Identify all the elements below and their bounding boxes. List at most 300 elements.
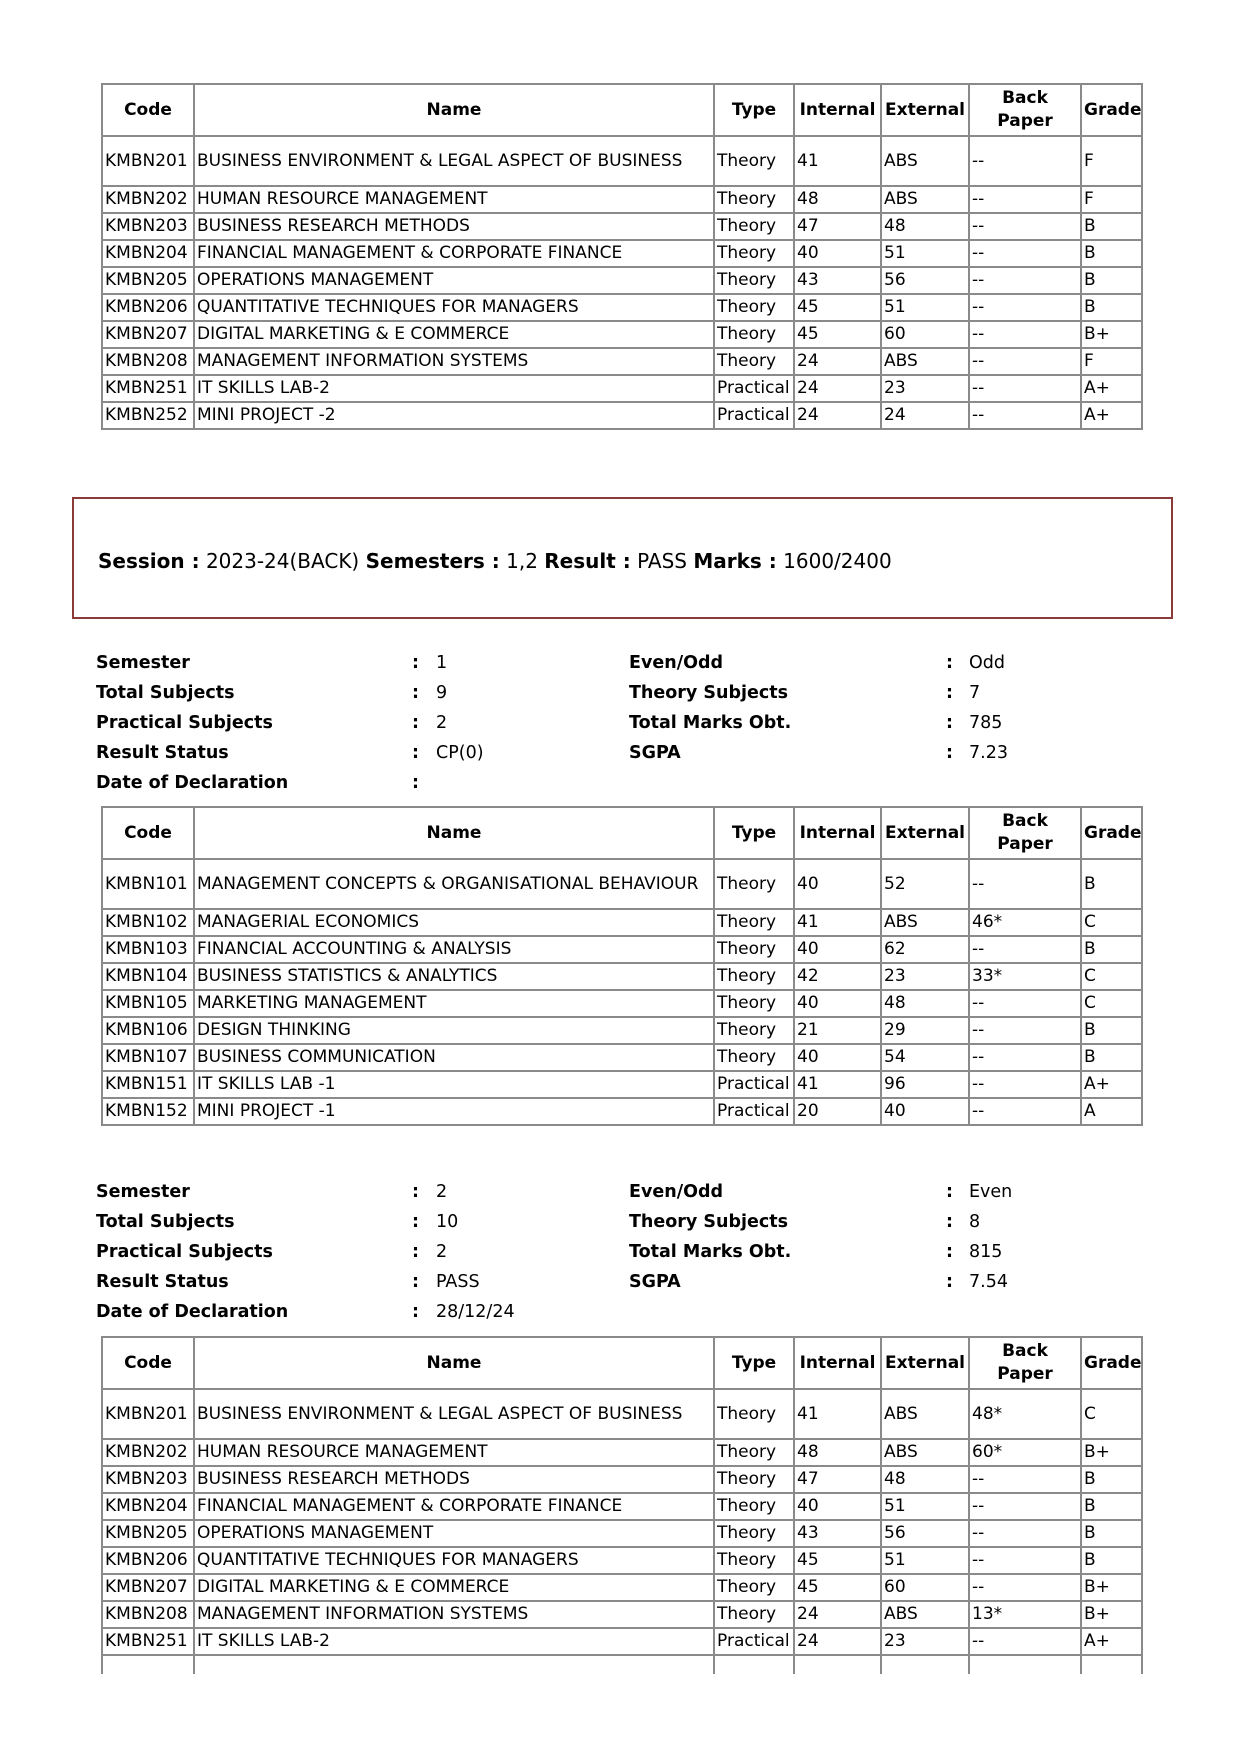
internal-marks: 40 [795, 860, 882, 910]
back-paper-marks: -- [970, 860, 1082, 910]
table-row [103, 1390, 1143, 1440]
marks-label: Marks : [693, 549, 777, 573]
header-back-paper: Back Paper [970, 808, 1082, 860]
header-external: External [882, 1338, 970, 1390]
total-subjects-label: Total Subjects [96, 1212, 235, 1232]
info-row [96, 768, 1156, 798]
header-code: Code [103, 808, 195, 860]
internal-marks: 40 [795, 937, 882, 964]
result-status-label: Result Status [96, 743, 229, 763]
subject-name: DIGITAL MARKETING & E COMMERCE [195, 1575, 715, 1602]
total-marks-label: Total Marks Obt. [629, 1242, 792, 1262]
practical-subjects-label: Practical Subjects [96, 713, 273, 733]
subject-code: KMBN251 [103, 376, 195, 403]
semester1-info [96, 648, 1156, 798]
header-type: Type [715, 1338, 795, 1390]
subject-name: OPERATIONS MANAGEMENT [195, 268, 715, 295]
internal-marks: 41 [795, 137, 882, 187]
even-odd-label: Even/Odd [629, 1182, 724, 1202]
external-marks: 24 [882, 403, 970, 430]
subject-name: HUMAN RESOURCE MANAGEMENT [195, 187, 715, 214]
internal-marks: 21 [795, 1018, 882, 1045]
colon: : [412, 653, 419, 673]
back-paper-marks: -- [970, 1045, 1082, 1072]
subject-name: BUSINESS ENVIRONMENT & LEGAL ASPECT OF BUSINESS [195, 137, 715, 187]
grade: B [1082, 268, 1143, 295]
subject-type: Theory [715, 322, 795, 349]
subject-code: KMBN207 [103, 322, 195, 349]
back-paper-marks: -- [970, 376, 1082, 403]
practical-subjects-value: 2 [436, 1242, 448, 1262]
subject-type: Practical [715, 1629, 795, 1656]
subject-code: KMBN103 [103, 937, 195, 964]
table-row [103, 295, 1143, 322]
subject-type: Practical [715, 376, 795, 403]
subject-name: BUSINESS STATISTICS & ANALYTICS [195, 964, 715, 991]
internal-marks: 47 [795, 214, 882, 241]
info-row [96, 1297, 1156, 1327]
colon: : [946, 1272, 953, 1292]
external-marks: 56 [882, 268, 970, 295]
external-marks: 48 [882, 1467, 970, 1494]
external-marks: ABS [882, 137, 970, 187]
internal-marks: 20 [795, 1099, 882, 1126]
table-row [103, 991, 1143, 1018]
header-external: External [882, 808, 970, 860]
colon: : [412, 713, 419, 733]
subject-name: MANAGEMENT INFORMATION SYSTEMS [195, 349, 715, 376]
header-code: Code [103, 1338, 195, 1390]
info-row [96, 708, 1156, 738]
header-internal: Internal [795, 85, 882, 137]
subject-type: Practical [715, 1072, 795, 1099]
subject-name: QUANTITATIVE TECHNIQUES FOR MANAGERS [195, 1548, 715, 1575]
back-paper-marks: 48* [970, 1390, 1082, 1440]
subject-name: BUSINESS COMMUNICATION [195, 1045, 715, 1072]
external-marks: 62 [882, 937, 970, 964]
subject-name: MARKETING MANAGEMENT [195, 991, 715, 1018]
total-subjects-value: 9 [436, 683, 448, 703]
back-paper-marks: -- [970, 1575, 1082, 1602]
info-row [96, 678, 1156, 708]
internal-marks: 24 [795, 376, 882, 403]
subject-code: KMBN152 [103, 1099, 195, 1126]
internal-marks: 42 [795, 964, 882, 991]
grade: C [1082, 1390, 1143, 1440]
colon: : [946, 653, 953, 673]
info-row [96, 1267, 1156, 1297]
subject-code: KMBN204 [103, 1494, 195, 1521]
semester-value: 1 [436, 653, 448, 673]
semesters-value: 1,2 [506, 549, 538, 573]
marks-table-semester2-regular [101, 83, 1143, 430]
internal-marks: 41 [795, 910, 882, 937]
external-marks: ABS [882, 1602, 970, 1629]
subject-code: KMBN204 [103, 241, 195, 268]
subject-name: OPERATIONS MANAGEMENT [195, 1521, 715, 1548]
back-paper-marks: -- [970, 295, 1082, 322]
external-marks: 54 [882, 1045, 970, 1072]
subject-type: Theory [715, 214, 795, 241]
grade: B+ [1082, 322, 1143, 349]
internal-marks: 45 [795, 1548, 882, 1575]
back-paper-marks: -- [970, 187, 1082, 214]
subject-type: Theory [715, 937, 795, 964]
subject-code: KMBN203 [103, 214, 195, 241]
subject-type: Theory [715, 349, 795, 376]
subject-name: DESIGN THINKING [195, 1018, 715, 1045]
grade: F [1082, 349, 1143, 376]
subject-type: Theory [715, 268, 795, 295]
header-grade: Grade [1082, 808, 1143, 860]
subject-type: Theory [715, 1440, 795, 1467]
subject-name: FINANCIAL MANAGEMENT & CORPORATE FINANCE [195, 1494, 715, 1521]
theory-subjects-label: Theory Subjects [629, 683, 789, 703]
colon: : [412, 1212, 419, 1232]
theory-subjects-label: Theory Subjects [629, 1212, 789, 1232]
date-of-declaration-label: Date of Declaration [96, 1302, 289, 1322]
grade: A [1082, 1099, 1143, 1126]
back-paper-marks: -- [970, 322, 1082, 349]
header-grade: Grade [1082, 1338, 1143, 1390]
grade: C [1082, 964, 1143, 991]
internal-marks: 24 [795, 403, 882, 430]
subject-name: FINANCIAL MANAGEMENT & CORPORATE FINANCE [195, 241, 715, 268]
internal-marks: 24 [795, 1602, 882, 1629]
external-marks: 51 [882, 1494, 970, 1521]
info-row [96, 648, 1156, 678]
empty-cell [882, 1656, 970, 1674]
subject-type: Practical [715, 403, 795, 430]
grade: B [1082, 1521, 1143, 1548]
colon: : [946, 683, 953, 703]
subject-code: KMBN205 [103, 268, 195, 295]
subject-code: KMBN104 [103, 964, 195, 991]
subject-type: Theory [715, 1018, 795, 1045]
table-row [103, 268, 1143, 295]
total-subjects-value: 10 [436, 1212, 459, 1232]
back-paper-marks: -- [970, 991, 1082, 1018]
external-marks: ABS [882, 187, 970, 214]
subject-name: BUSINESS RESEARCH METHODS [195, 1467, 715, 1494]
subject-type: Theory [715, 1575, 795, 1602]
grade: B [1082, 1494, 1143, 1521]
practical-subjects-value: 2 [436, 713, 448, 733]
marks-value: 1600/2400 [783, 549, 892, 573]
grade: A+ [1082, 1629, 1143, 1656]
table-row [103, 1072, 1143, 1099]
header-back-paper: Back Paper [970, 1338, 1082, 1390]
colon: : [946, 1212, 953, 1232]
semester-label: Semester [96, 653, 190, 673]
grade: F [1082, 137, 1143, 187]
table-row [103, 376, 1143, 403]
grade: F [1082, 187, 1143, 214]
back-paper-marks: -- [970, 403, 1082, 430]
grade: B [1082, 295, 1143, 322]
back-paper-marks: -- [970, 1018, 1082, 1045]
subject-type: Theory [715, 964, 795, 991]
table-header-row [103, 808, 1143, 860]
session-label: Session : [98, 549, 200, 573]
back-paper-marks: -- [970, 1099, 1082, 1126]
header-name: Name [195, 808, 715, 860]
external-marks: 52 [882, 860, 970, 910]
subject-type: Theory [715, 1494, 795, 1521]
colon: : [412, 1302, 419, 1322]
table-row [103, 137, 1143, 187]
subject-type: Theory [715, 1602, 795, 1629]
table-row [103, 1467, 1143, 1494]
empty-cell [970, 1656, 1082, 1674]
info-row [96, 738, 1156, 768]
result-status-value: PASS [436, 1272, 480, 1292]
colon: : [412, 1242, 419, 1262]
back-paper-marks: -- [970, 137, 1082, 187]
total-marks-value: 815 [969, 1242, 1003, 1262]
internal-marks: 48 [795, 187, 882, 214]
table-row [103, 241, 1143, 268]
empty-cell [1082, 1656, 1143, 1674]
table-row [103, 1045, 1143, 1072]
subject-name: IT SKILLS LAB -1 [195, 1072, 715, 1099]
internal-marks: 40 [795, 1494, 882, 1521]
back-paper-marks: -- [970, 1521, 1082, 1548]
info-row [96, 1177, 1156, 1207]
empty-cell [103, 1656, 195, 1674]
table-header-row [103, 85, 1143, 137]
table-row [103, 860, 1143, 910]
table-row [103, 403, 1143, 430]
subject-name: MANAGEMENT INFORMATION SYSTEMS [195, 1602, 715, 1629]
result-status-label: Result Status [96, 1272, 229, 1292]
colon: : [412, 1182, 419, 1202]
subject-name: MANAGEMENT CONCEPTS & ORGANISATIONAL BEHAVIOUR [195, 860, 715, 910]
colon: : [946, 713, 953, 733]
sgpa-label: SGPA [629, 1272, 681, 1292]
table-row [103, 1018, 1143, 1045]
back-paper-marks: -- [970, 1467, 1082, 1494]
result-label: Result : [544, 549, 631, 573]
subject-code: KMBN106 [103, 1018, 195, 1045]
external-marks: 48 [882, 214, 970, 241]
table-row [103, 1629, 1143, 1656]
theory-subjects-value: 8 [969, 1212, 981, 1232]
internal-marks: 40 [795, 241, 882, 268]
grade: B [1082, 1548, 1143, 1575]
session-summary-box [72, 497, 1173, 619]
grade: B+ [1082, 1575, 1143, 1602]
table-row [103, 1548, 1143, 1575]
sgpa-label: SGPA [629, 743, 681, 763]
subject-type: Theory [715, 1548, 795, 1575]
subject-name: QUANTITATIVE TECHNIQUES FOR MANAGERS [195, 295, 715, 322]
even-odd-value: Even [969, 1182, 1013, 1202]
marks-table-semester2 [101, 1336, 1143, 1674]
external-marks: ABS [882, 1440, 970, 1467]
total-subjects-label: Total Subjects [96, 683, 235, 703]
table-row [103, 1602, 1143, 1629]
grade: B [1082, 937, 1143, 964]
external-marks: 23 [882, 1629, 970, 1656]
subject-type: Theory [715, 1467, 795, 1494]
subject-type: Practical [715, 1099, 795, 1126]
subject-type: Theory [715, 910, 795, 937]
subject-name: MANAGERIAL ECONOMICS [195, 910, 715, 937]
back-paper-marks: -- [970, 1494, 1082, 1521]
external-marks: 23 [882, 964, 970, 991]
subject-type: Theory [715, 187, 795, 214]
external-marks: 51 [882, 295, 970, 322]
table-row [103, 1494, 1143, 1521]
total-marks-label: Total Marks Obt. [629, 713, 792, 733]
header-name: Name [195, 85, 715, 137]
colon: : [412, 743, 419, 763]
header-name: Name [195, 1338, 715, 1390]
back-paper-marks: -- [970, 241, 1082, 268]
subject-code: KMBN206 [103, 1548, 195, 1575]
internal-marks: 24 [795, 349, 882, 376]
internal-marks: 40 [795, 991, 882, 1018]
subject-code: KMBN102 [103, 910, 195, 937]
grade: A+ [1082, 1072, 1143, 1099]
table-header-row [103, 1338, 1143, 1390]
colon: : [412, 683, 419, 703]
header-internal: Internal [795, 808, 882, 860]
marks-table-semester1 [101, 806, 1143, 1126]
subject-name: IT SKILLS LAB-2 [195, 376, 715, 403]
header-type: Type [715, 808, 795, 860]
grade: C [1082, 991, 1143, 1018]
info-row [96, 1207, 1156, 1237]
internal-marks: 48 [795, 1440, 882, 1467]
semester-value: 2 [436, 1182, 448, 1202]
empty-cell [715, 1656, 795, 1674]
semester-label: Semester [96, 1182, 190, 1202]
date-of-declaration-label: Date of Declaration [96, 773, 289, 793]
external-marks: 29 [882, 1018, 970, 1045]
subject-code: KMBN105 [103, 991, 195, 1018]
subject-code: KMBN151 [103, 1072, 195, 1099]
grade: A+ [1082, 376, 1143, 403]
subject-code: KMBN201 [103, 137, 195, 187]
grade: B [1082, 214, 1143, 241]
table-row [103, 1521, 1143, 1548]
subject-type: Theory [715, 137, 795, 187]
external-marks: ABS [882, 349, 970, 376]
subject-code: KMBN107 [103, 1045, 195, 1072]
result-value: PASS [637, 549, 687, 573]
subject-code: KMBN208 [103, 349, 195, 376]
sgpa-value: 7.23 [969, 743, 1008, 763]
external-marks: ABS [882, 1390, 970, 1440]
external-marks: 51 [882, 241, 970, 268]
subject-code: KMBN202 [103, 1440, 195, 1467]
header-back-paper: Back Paper [970, 85, 1082, 137]
header-internal: Internal [795, 1338, 882, 1390]
external-marks: 60 [882, 322, 970, 349]
grade: B [1082, 241, 1143, 268]
header-code: Code [103, 85, 195, 137]
subject-name: FINANCIAL ACCOUNTING & ANALYSIS [195, 937, 715, 964]
subject-type: Theory [715, 1045, 795, 1072]
subject-name: BUSINESS ENVIRONMENT & LEGAL ASPECT OF BUSINESS [195, 1390, 715, 1440]
subject-code: KMBN101 [103, 860, 195, 910]
date-of-declaration-value: 28/12/24 [436, 1302, 515, 1322]
table-row [103, 1099, 1143, 1126]
colon: : [946, 1182, 953, 1202]
external-marks: 48 [882, 991, 970, 1018]
subject-code: KMBN201 [103, 1390, 195, 1440]
internal-marks: 40 [795, 1045, 882, 1072]
external-marks: 96 [882, 1072, 970, 1099]
grade: B [1082, 1018, 1143, 1045]
practical-subjects-label: Practical Subjects [96, 1242, 273, 1262]
back-paper-marks: -- [970, 1548, 1082, 1575]
table-row [103, 1440, 1143, 1467]
subject-name: MINI PROJECT -2 [195, 403, 715, 430]
subject-code: KMBN252 [103, 403, 195, 430]
subject-code: KMBN203 [103, 1467, 195, 1494]
colon: : [946, 1242, 953, 1262]
colon: : [412, 1272, 419, 1292]
subject-type: Theory [715, 991, 795, 1018]
internal-marks: 41 [795, 1072, 882, 1099]
external-marks: 51 [882, 1548, 970, 1575]
back-paper-marks: 13* [970, 1602, 1082, 1629]
back-paper-marks: -- [970, 214, 1082, 241]
session-value: 2023-24(BACK) [205, 549, 360, 573]
table-row [103, 214, 1143, 241]
back-paper-marks: -- [970, 1072, 1082, 1099]
subject-name: MINI PROJECT -1 [195, 1099, 715, 1126]
even-odd-value: Odd [969, 653, 1005, 673]
subject-code: KMBN202 [103, 187, 195, 214]
empty-cell [195, 1656, 715, 1674]
subject-type: Theory [715, 241, 795, 268]
subject-code: KMBN208 [103, 1602, 195, 1629]
internal-marks: 45 [795, 322, 882, 349]
semester2-info [96, 1177, 1156, 1327]
table-row-partial [103, 1656, 1143, 1674]
subject-name: BUSINESS RESEARCH METHODS [195, 214, 715, 241]
back-paper-marks: 46* [970, 910, 1082, 937]
theory-subjects-value: 7 [969, 683, 981, 703]
info-row [96, 1237, 1156, 1267]
internal-marks: 43 [795, 268, 882, 295]
session-summary-line [98, 549, 892, 573]
header-grade: Grade [1082, 85, 1143, 137]
subject-code: KMBN207 [103, 1575, 195, 1602]
subject-type: Theory [715, 1521, 795, 1548]
table-row [103, 964, 1143, 991]
subject-name: IT SKILLS LAB-2 [195, 1629, 715, 1656]
grade: B [1082, 860, 1143, 910]
external-marks: 60 [882, 1575, 970, 1602]
subject-name: DIGITAL MARKETING & E COMMERCE [195, 322, 715, 349]
even-odd-label: Even/Odd [629, 653, 724, 673]
grade: B [1082, 1467, 1143, 1494]
subject-code: KMBN205 [103, 1521, 195, 1548]
table-row [103, 322, 1143, 349]
subject-name: HUMAN RESOURCE MANAGEMENT [195, 1440, 715, 1467]
back-paper-marks: -- [970, 268, 1082, 295]
table-row [103, 187, 1143, 214]
subject-code: KMBN251 [103, 1629, 195, 1656]
external-marks: 56 [882, 1521, 970, 1548]
colon: : [412, 773, 419, 793]
table-row [103, 349, 1143, 376]
